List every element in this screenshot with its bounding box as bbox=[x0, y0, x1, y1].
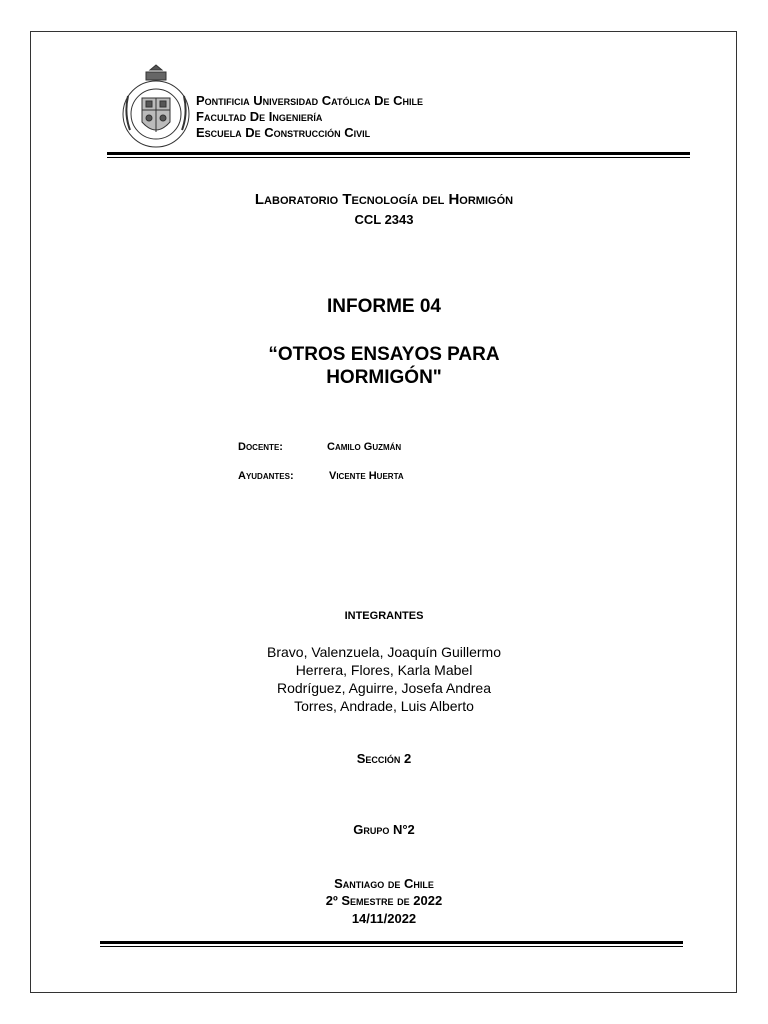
members-list bbox=[0, 643, 768, 715]
assistants-name: Vicente Huerta bbox=[329, 470, 404, 482]
list-item: Rodríguez, Aguirre, Josefa Andrea bbox=[276, 680, 492, 696]
teacher-label: Docente: bbox=[238, 441, 283, 453]
header-rule bbox=[107, 152, 690, 160]
date: 14/11/2022 bbox=[351, 911, 417, 926]
assistants-label: Ayudantes: bbox=[238, 470, 294, 482]
report-title-line2: HORMIGÓN" bbox=[326, 367, 442, 388]
list-item: Herrera, Flores, Karla Mabel bbox=[295, 662, 473, 678]
members-heading: INTEGRANTES bbox=[344, 610, 424, 622]
university-crest-icon bbox=[120, 64, 192, 152]
city: Santiago de Chile bbox=[334, 876, 434, 891]
semester: 2º Semestre de 2022 bbox=[325, 893, 443, 908]
list-item: Torres, Andrade, Luis Alberto bbox=[294, 698, 474, 714]
section-label: Sección 2 bbox=[356, 751, 412, 766]
university-name: Pontificia Universidad Católica De Chile bbox=[196, 93, 424, 108]
faculty-name: Facultad De Ingeniería bbox=[196, 109, 323, 124]
group-label: Grupo N°2 bbox=[353, 822, 415, 837]
report-title-line1: “OTROS ENSAYOS PARA bbox=[268, 344, 500, 365]
page-border bbox=[30, 31, 737, 993]
course-code: CCL 2343 bbox=[354, 212, 414, 227]
list-item: Bravo, Valenzuela, Joaquín Guillermo bbox=[267, 644, 501, 660]
course-name: Laboratorio Tecnología del Hormigón bbox=[254, 191, 514, 208]
teacher-name: Camilo Guzmán bbox=[327, 441, 402, 453]
footer-rule bbox=[100, 941, 683, 949]
report-number: INFORME 04 bbox=[326, 296, 442, 317]
school-name: Escuela De Construcción Civil bbox=[196, 125, 371, 140]
